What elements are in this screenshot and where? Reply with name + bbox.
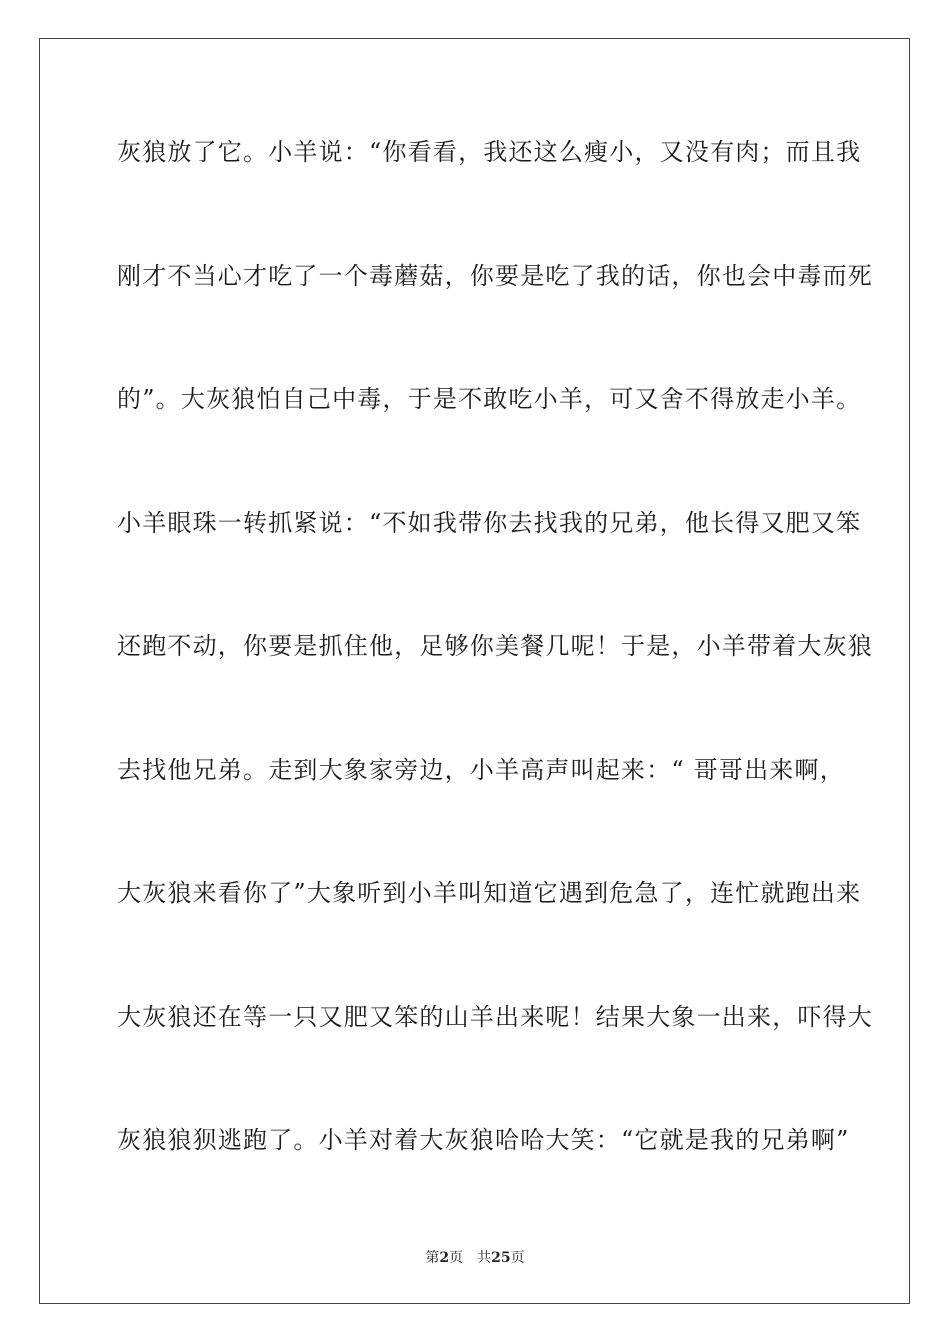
page-number: 2 [439, 1250, 450, 1266]
text-line: 大灰狼来看你了”大象听到小羊叫知道它遇到危急了，连忙就跑出来 [117, 879, 862, 907]
document-body [117, 125, 873, 1237]
page-label-prefix: 第 [425, 1250, 440, 1266]
text-line: 的”。大灰狼怕自己中毒，于是不敢吃小羊，可又舍不得放走小羊。 [117, 385, 862, 413]
text-line: 小羊眼珠一转抓紧说：“不如我带你去找我的兄弟，他长得又肥又笨 [117, 508, 862, 537]
text-line: 灰狼狼狈逃跑了。小羊对着大灰狼哈哈大笑：“它就是我的兄弟啊” [117, 1126, 850, 1154]
text-line: 还跑不动，你要是抓住他，足够你美餐几呢！于是，小羊带着大灰狼 [117, 632, 873, 660]
page-label-suffix: 页 [449, 1250, 464, 1266]
text-line: 刚才不当心才吃了一个毒蘑菇，你要是吃了我的话，你也会中毒而死 [117, 261, 873, 290]
total-label-suffix: 页 [510, 1250, 525, 1266]
text-line: 大灰狼还在等一只又肥又笨的山羊出来呢！结果大象一出来，吓得大 [117, 1002, 873, 1031]
total-pages: 25 [491, 1250, 511, 1266]
page-footer [0, 1247, 950, 1267]
text-line: 灰狼放了它。小羊说：“你看看，我还这么瘦小，又没有肉；而且我 [117, 138, 862, 166]
text-line: 去找他兄弟。走到大象家旁边，小羊高声叫起来：“ 哥哥出来啊， [117, 755, 845, 784]
total-label-prefix: 共 [477, 1250, 492, 1266]
